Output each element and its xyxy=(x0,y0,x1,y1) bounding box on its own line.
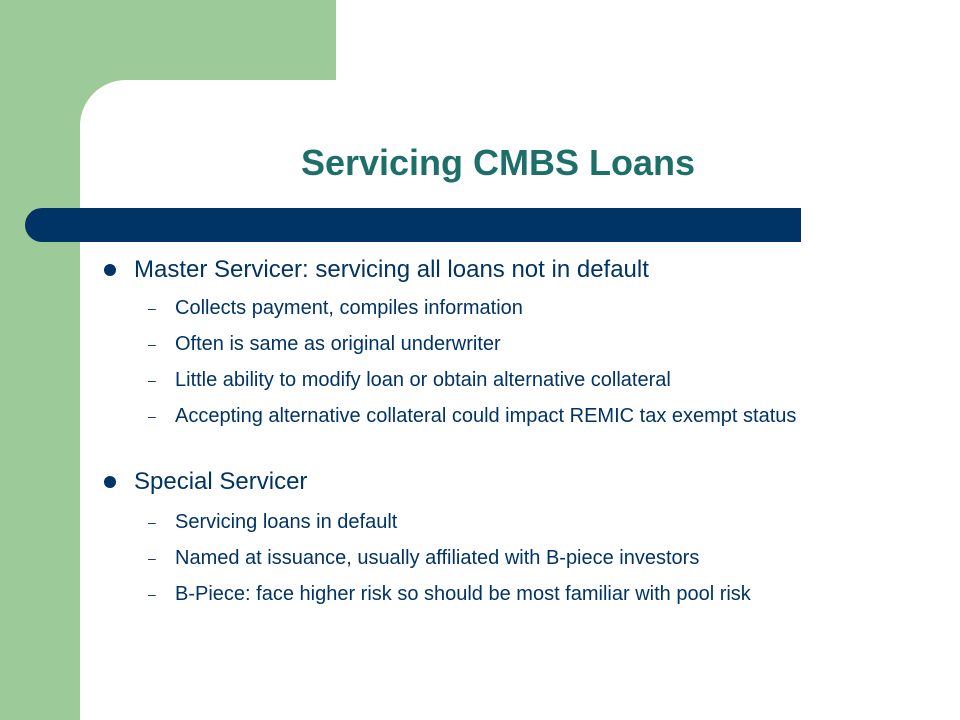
bullet-dot xyxy=(104,476,116,488)
dash-marker: – xyxy=(148,336,156,352)
slide-title: Servicing CMBS Loans xyxy=(300,142,696,183)
dash-marker: – xyxy=(148,550,156,566)
bullet-special-servicer: Special Servicer xyxy=(134,468,308,495)
sub-item: Collects payment, compiles information xyxy=(175,297,523,319)
bullet-dot xyxy=(104,264,116,276)
sub-item: Servicing loans in default xyxy=(175,511,398,533)
bullet-master-servicer: Master Servicer: servicing all loans not in default xyxy=(134,256,649,283)
dash-marker: – xyxy=(148,514,156,530)
dash-marker: – xyxy=(148,300,156,316)
sub-item: Often is same as original underwriter xyxy=(175,333,501,355)
dash-marker: – xyxy=(148,372,156,388)
sub-item: B-Piece: face higher risk so should be most familiar with pool risk xyxy=(175,583,751,605)
sub-item: Named at issuance, usually affiliated with B-piece investors xyxy=(175,547,700,569)
sub-item: Little ability to modify loan or obtain alternative collateral xyxy=(175,369,671,391)
sub-item: Accepting alternative collateral could impact REMIC tax exempt status xyxy=(175,405,797,427)
dash-marker: – xyxy=(148,586,156,602)
dash-marker: – xyxy=(148,408,156,424)
